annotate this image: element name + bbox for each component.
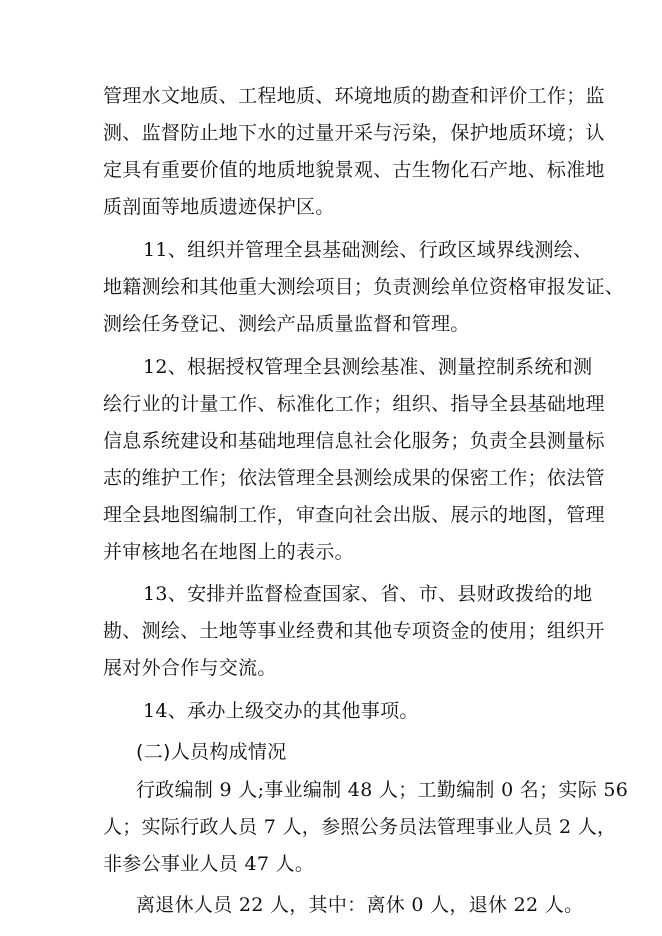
paragraph-12-line-3: 信息系统建设和基础地理信息社会化服务；负责全县测量标 <box>103 430 605 452</box>
paragraph-12-line-4: 志的维护工作；依法管理全县测绘成果的保密工作；依法管 <box>103 467 605 489</box>
paragraph-13-line-2: 勘、测绘、土地等事业经费和其他专项资金的使用；组织开 <box>103 620 605 642</box>
paragraph-12-line-2: 绘行业的计量工作、标准化工作；组织、指导全县基础地理 <box>103 393 605 415</box>
paragraph-11-line-2: 地籍测绘和其他重大测绘项目；负责测绘单位资格审报发证、 <box>103 276 625 298</box>
paragraph-12-line-5: 理全县地图编制工作，审查向社会出版、展示的地图，管理 <box>103 504 605 526</box>
paragraph-11-line-1: 11、组织并管理全县基础测绘、行政区域界线测绘、 <box>143 239 593 261</box>
section-heading-staff: (二)人员构成情况 <box>136 741 287 763</box>
staff-paragraph-line-1: 行政编制 9 人;事业编制 48 人；工勤编制 0 名；实际 56 <box>136 779 629 801</box>
paragraph-13-line-3: 展对外合作与交流。 <box>103 657 277 679</box>
paragraph-12-line-1: 12、根据授权管理全县测绘基准、测量控制系统和测 <box>143 356 593 378</box>
paragraph-10-line-2: 测、监督防止地下水的过量开采与污染，保护地质环境；认 <box>103 122 605 144</box>
paragraph-10-line-4: 质剖面等地质遗迹保护区。 <box>103 196 335 218</box>
retired-staff-line: 离退休人员 22 人，其中：离休 0 人，退休 22 人。 <box>136 894 584 916</box>
paragraph-13-line-1: 13、安排并监督检查国家、省、市、县财政拨给的地 <box>143 583 593 605</box>
paragraph-10-line-1: 管理水文地质、工程地质、环境地质的勘查和评价工作；监 <box>103 85 605 107</box>
paragraph-12-line-6: 并审核地名在地图上的表示。 <box>103 541 354 563</box>
paragraph-10-line-3: 定具有重要价值的地质地貌景观、古生物化石产地、标准地 <box>103 159 605 181</box>
paragraph-11-line-3: 测绘任务登记、测绘产品质量监督和管理。 <box>103 313 470 335</box>
paragraph-14-line-1: 14、承办上级交办的其他事项。 <box>143 700 419 722</box>
staff-paragraph-line-2: 人；实际行政人员 7 人，参照公务员法管理事业人员 2 人， <box>103 816 617 838</box>
staff-paragraph-line-3: 非参公事业人员 47 人。 <box>103 853 315 875</box>
